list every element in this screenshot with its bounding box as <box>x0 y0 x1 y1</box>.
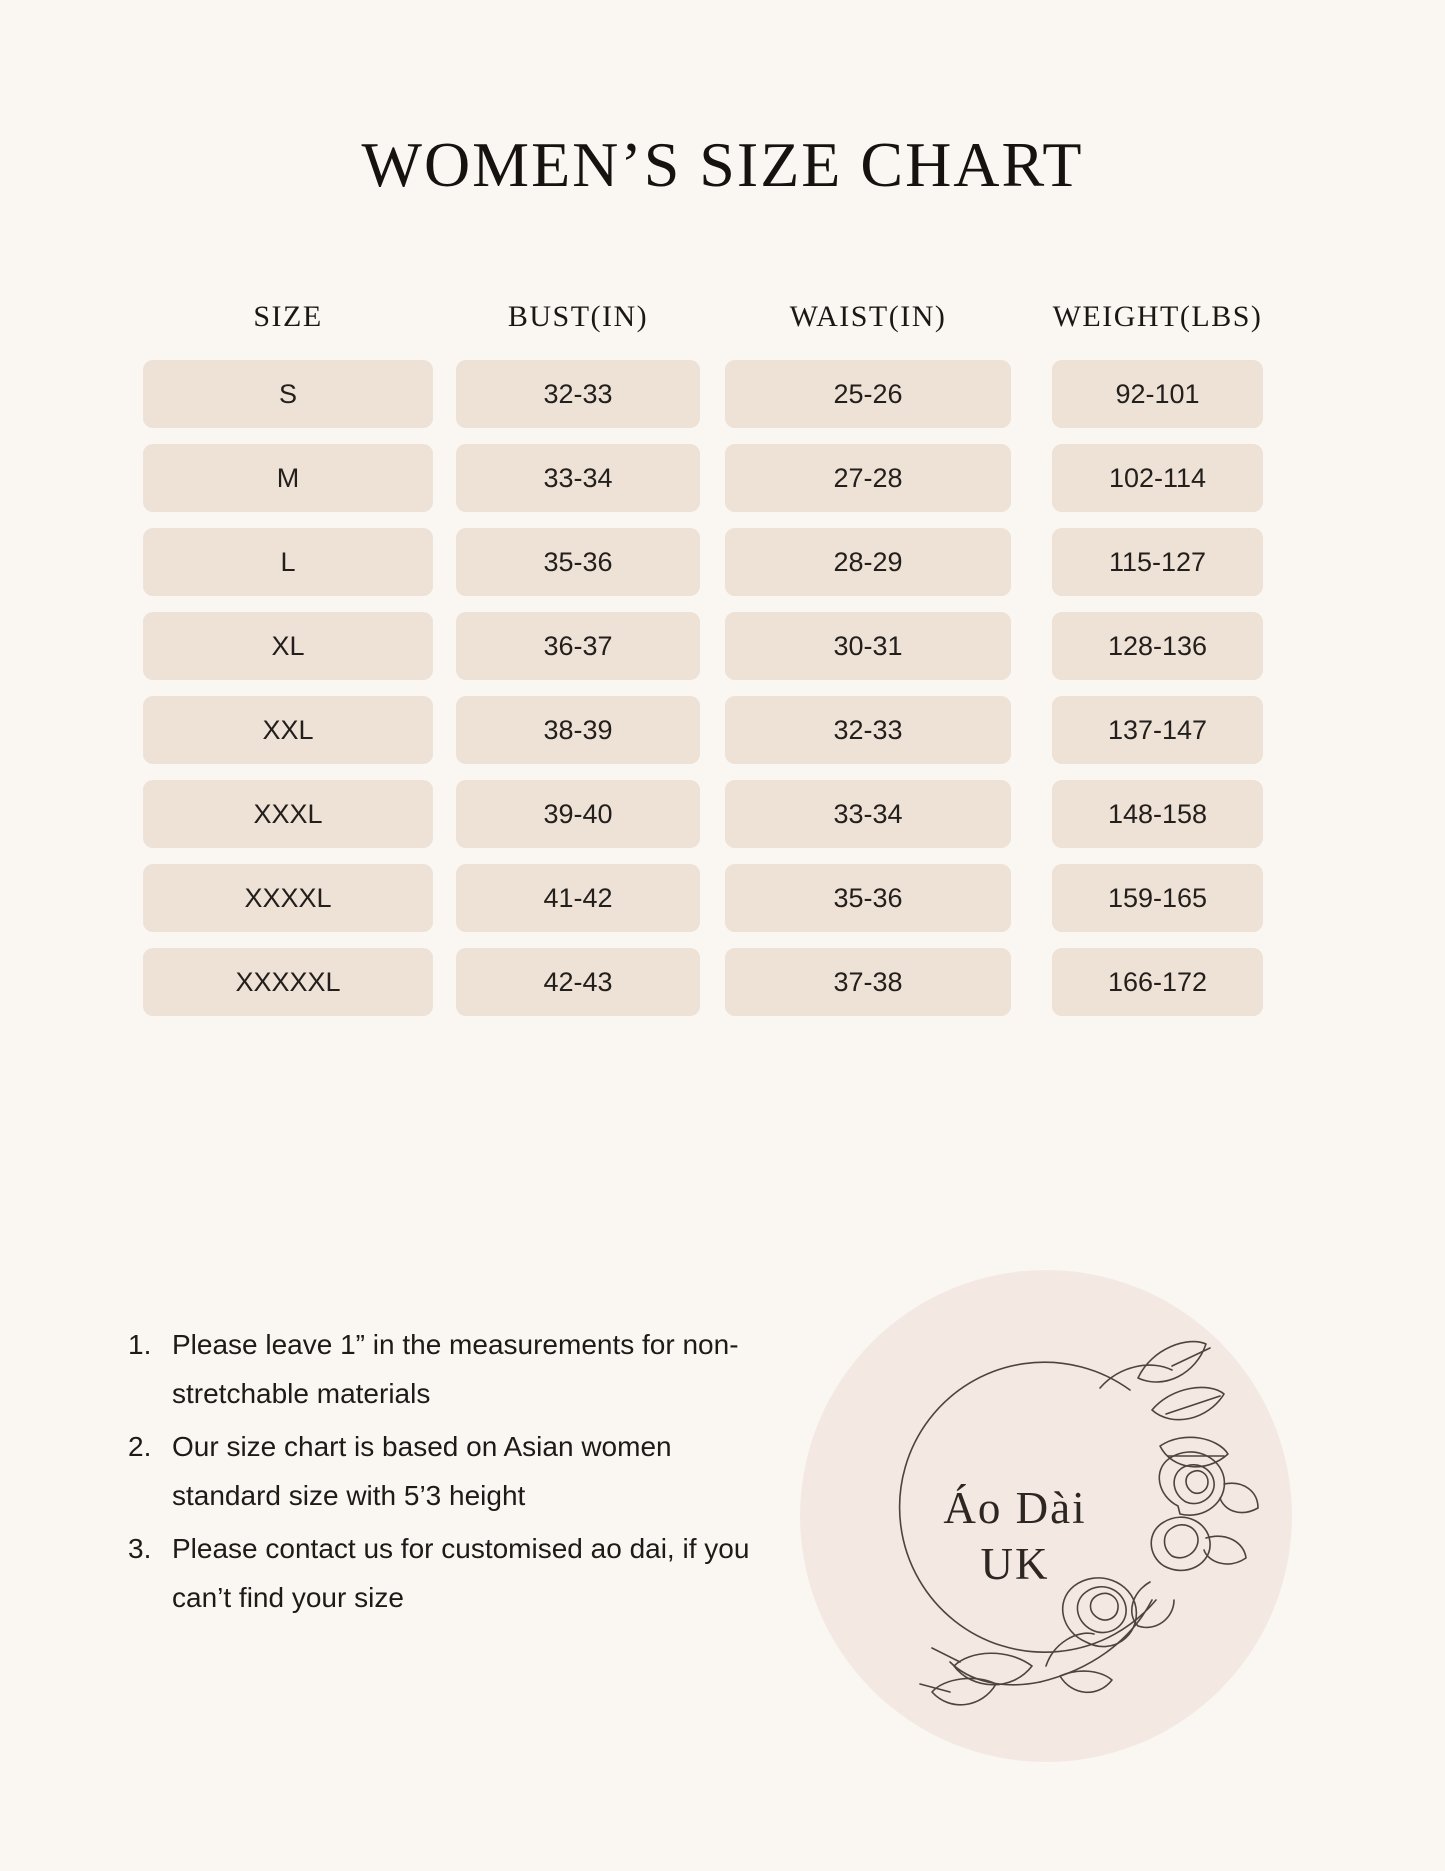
cell-waist: 25-26 <box>725 360 1011 428</box>
note-number: 1. <box>128 1329 152 1360</box>
cell-size-wrap <box>143 444 433 512</box>
cell-waist-wrap <box>723 780 1013 848</box>
cell-waist-wrap <box>723 864 1013 932</box>
cell-bust: 32-33 <box>456 360 700 428</box>
cell-bust-wrap <box>433 360 723 428</box>
cell-size-wrap <box>143 612 433 680</box>
cell-size: XXL <box>143 696 433 764</box>
cell-bust-wrap <box>433 780 723 848</box>
cell-waist: 33-34 <box>725 780 1011 848</box>
list-item <box>128 1320 788 1418</box>
cell-weight-wrap <box>1013 612 1302 680</box>
cell-bust: 36-37 <box>456 612 700 680</box>
cell-bust-wrap <box>433 696 723 764</box>
cell-waist: 32-33 <box>725 696 1011 764</box>
cell-waist-wrap <box>723 948 1013 1016</box>
table-row <box>143 444 1302 512</box>
cell-size-wrap <box>143 360 433 428</box>
cell-waist: 27-28 <box>725 444 1011 512</box>
cell-size: XL <box>143 612 433 680</box>
note-text: Please contact us for customised ao dai, if you can’t find your size <box>172 1533 750 1613</box>
size-chart-table <box>143 290 1302 1032</box>
logo-brand-line2: UK <box>980 1539 1050 1589</box>
cell-weight-wrap <box>1013 528 1302 596</box>
table-row <box>143 948 1302 1016</box>
cell-size: XXXL <box>143 780 433 848</box>
cell-weight: 128-136 <box>1052 612 1263 680</box>
cell-weight: 159-165 <box>1052 864 1263 932</box>
cell-weight: 137-147 <box>1052 696 1263 764</box>
cell-weight-wrap <box>1013 864 1302 932</box>
table-row <box>143 528 1302 596</box>
cell-bust-wrap <box>433 444 723 512</box>
table-header-row <box>143 290 1302 334</box>
cell-size-wrap <box>143 864 433 932</box>
logo-brand-line1: Áo Dài <box>943 1483 1087 1533</box>
cell-weight: 92-101 <box>1052 360 1263 428</box>
cell-bust: 39-40 <box>456 780 700 848</box>
list-item <box>128 1422 788 1520</box>
cell-size-wrap <box>143 528 433 596</box>
column-header-weight: WEIGHT(LBS) <box>1052 300 1263 333</box>
cell-bust-wrap <box>433 612 723 680</box>
cell-bust: 42-43 <box>456 948 700 1016</box>
column-header-waist: WAIST(IN) <box>789 300 947 333</box>
cell-waist-wrap <box>723 528 1013 596</box>
note-number: 3. <box>128 1533 152 1564</box>
cell-weight: 166-172 <box>1052 948 1263 1016</box>
table-row <box>143 612 1302 680</box>
cell-waist: 30-31 <box>725 612 1011 680</box>
cell-weight-wrap <box>1013 696 1302 764</box>
cell-waist-wrap <box>723 360 1013 428</box>
table-row <box>143 360 1302 428</box>
cell-waist: 28-29 <box>725 528 1011 596</box>
cell-size-wrap <box>143 780 433 848</box>
cell-waist-wrap <box>723 612 1013 680</box>
table-row <box>143 696 1302 764</box>
note-number: 2. <box>128 1431 152 1462</box>
cell-weight-wrap <box>1013 444 1302 512</box>
note-text: Please leave 1” in the measurements for non-stretchable materials <box>172 1329 739 1409</box>
cell-size: S <box>143 360 433 428</box>
cell-bust: 35-36 <box>456 528 700 596</box>
cell-waist: 37-38 <box>725 948 1011 1016</box>
cell-weight-wrap <box>1013 360 1302 428</box>
cell-size: XXXXL <box>143 864 433 932</box>
cell-size-wrap <box>143 948 433 1016</box>
cell-weight: 148-158 <box>1052 780 1263 848</box>
cell-bust: 33-34 <box>456 444 700 512</box>
cell-size: M <box>143 444 433 512</box>
table-row <box>143 864 1302 932</box>
cell-size: XXXXXL <box>143 948 433 1016</box>
cell-weight-wrap <box>1013 948 1302 1016</box>
cell-bust-wrap <box>433 948 723 1016</box>
cell-waist: 35-36 <box>725 864 1011 932</box>
page-title: WOMEN’S SIZE CHART <box>361 129 1084 200</box>
cell-weight: 102-114 <box>1052 444 1263 512</box>
note-text: Our size chart is based on Asian women standard size with 5’3 height <box>172 1431 672 1511</box>
cell-bust-wrap <box>433 528 723 596</box>
notes-list <box>128 1320 788 1626</box>
cell-weight: 115-127 <box>1052 528 1263 596</box>
column-header-bust: BUST(IN) <box>507 300 649 333</box>
cell-size-wrap <box>143 696 433 764</box>
cell-bust: 41-42 <box>456 864 700 932</box>
cell-size: L <box>143 528 433 596</box>
cell-weight-wrap <box>1013 780 1302 848</box>
column-header-size: SIZE <box>253 300 323 333</box>
cell-bust-wrap <box>433 864 723 932</box>
table-row <box>143 780 1302 848</box>
cell-bust: 38-39 <box>456 696 700 764</box>
cell-waist-wrap <box>723 696 1013 764</box>
list-item <box>128 1524 788 1622</box>
logo-floral-icon <box>800 1270 1292 1762</box>
cell-waist-wrap <box>723 444 1013 512</box>
